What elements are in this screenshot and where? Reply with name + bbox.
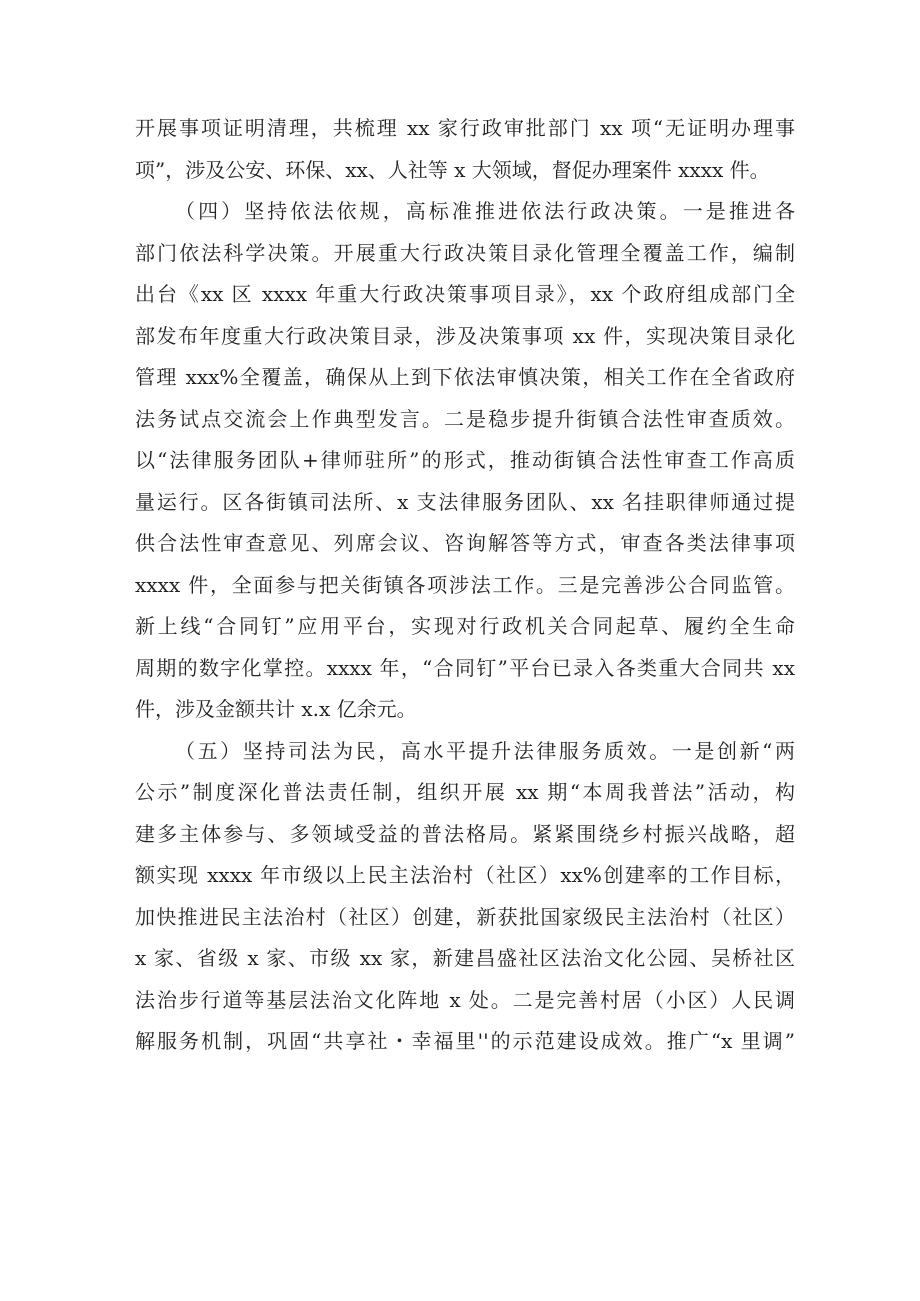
paragraph-4-line-12: 周期的数字化掌控。xxxx 年，“合同钉”平台已录入各类重大合同共 xx [135, 655, 795, 680]
paragraph-4-line-4: 部发布年度重大行政决策目录，涉及决策事项 xx 件，实现决策目录化 [135, 323, 795, 348]
paragraph-4-line-2: 部门依法科学决策。开展重大行政决策目录化管理全覆盖工作，编制 [135, 240, 795, 265]
paragraph-4-line-9: 供合法性审查意见、列席会议、咨询解答等方式，审查各类法律事项 [135, 531, 795, 555]
paragraph-4-line-7: 以“法律服务团队+律师驻所”的形式，推动街镇合法性审查工作高质 [135, 448, 795, 472]
paragraph-5-line-3: 建多主体参与、多领域受益的普法格局。紧紧围绕乡村振兴战略，超 [135, 821, 795, 846]
paragraph-5-line-2: 公示”制度深化普法责任制，组织开展 xx 期“本周我普法”活动，构 [135, 780, 795, 804]
paragraph-4-heading-line: （四）坚持依法依规，高标准推进依法行政决策。一是推进各 [175, 199, 795, 223]
paragraph-4-line-6: 法务试点交流会上作典型发言。二是稳步提升街镇合法性审查质效。 [135, 406, 795, 431]
paragraph-4-line-3: 出台《xx 区 xxxx 年重大行政决策事项目录》，xx 个政府组成部门全 [135, 282, 795, 306]
paragraph-4-line-11: 新上线“合同钉”应用平台，实现对行政机关合同起草、履约全生命 [135, 614, 795, 638]
paragraph-4-line-13: 件，涉及金额共计 x.x 亿余元。 [135, 697, 417, 721]
paragraph-4-line-10: xxxx 件，全面参与把关街镇各项涉法工作。三是完善涉公合同监管。 [135, 572, 795, 597]
paragraph-3-line-2: 项”，涉及公安、环保、xx、人社等 x 大领域，督促办理案件 xxxx 件。 [135, 157, 770, 182]
document-body [135, 108, 795, 1063]
paragraph-5-heading-line: （五）坚持司法为民，高水平提升法律服务质效。一是创新“两 [175, 738, 795, 763]
paragraph-4-line-5: 管理 xxx%全覆盖，确保从上到下依法审慎决策，相关工作在全省政府 [135, 365, 795, 389]
paragraph-4-line-8: 量运行。区各街镇司法所、x 支法律服务团队、xx 名挂职律师通过提 [135, 489, 795, 514]
paragraph-3-line-1: 开展事项证明清理，共梳理 xx 家行政审批部门 xx 项“无证明办理事 [135, 116, 795, 140]
paragraph-5-line-5: 加快推进民主法治村（社区）创建，新获批国家级民主法治村（社区） [135, 904, 795, 929]
paragraph-5-line-6: x 家、省级 x 家、市级 xx 家，新建昌盛社区法治文化公园、吴桥社区 [135, 946, 795, 970]
paragraph-5-line-8: 解服务机制，巩固“共享社・幸福里''的示范建设成效。推广“x 里调” [135, 1029, 795, 1053]
paragraph-5-line-4: 额实现 xxxx 年市级以上民主法治村（社区）xx%创建率的工作目标， [135, 863, 795, 887]
paragraph-5-line-7: 法治步行道等基层法治文化阵地 x 处。二是完善村居（小区）人民调 [135, 987, 795, 1012]
